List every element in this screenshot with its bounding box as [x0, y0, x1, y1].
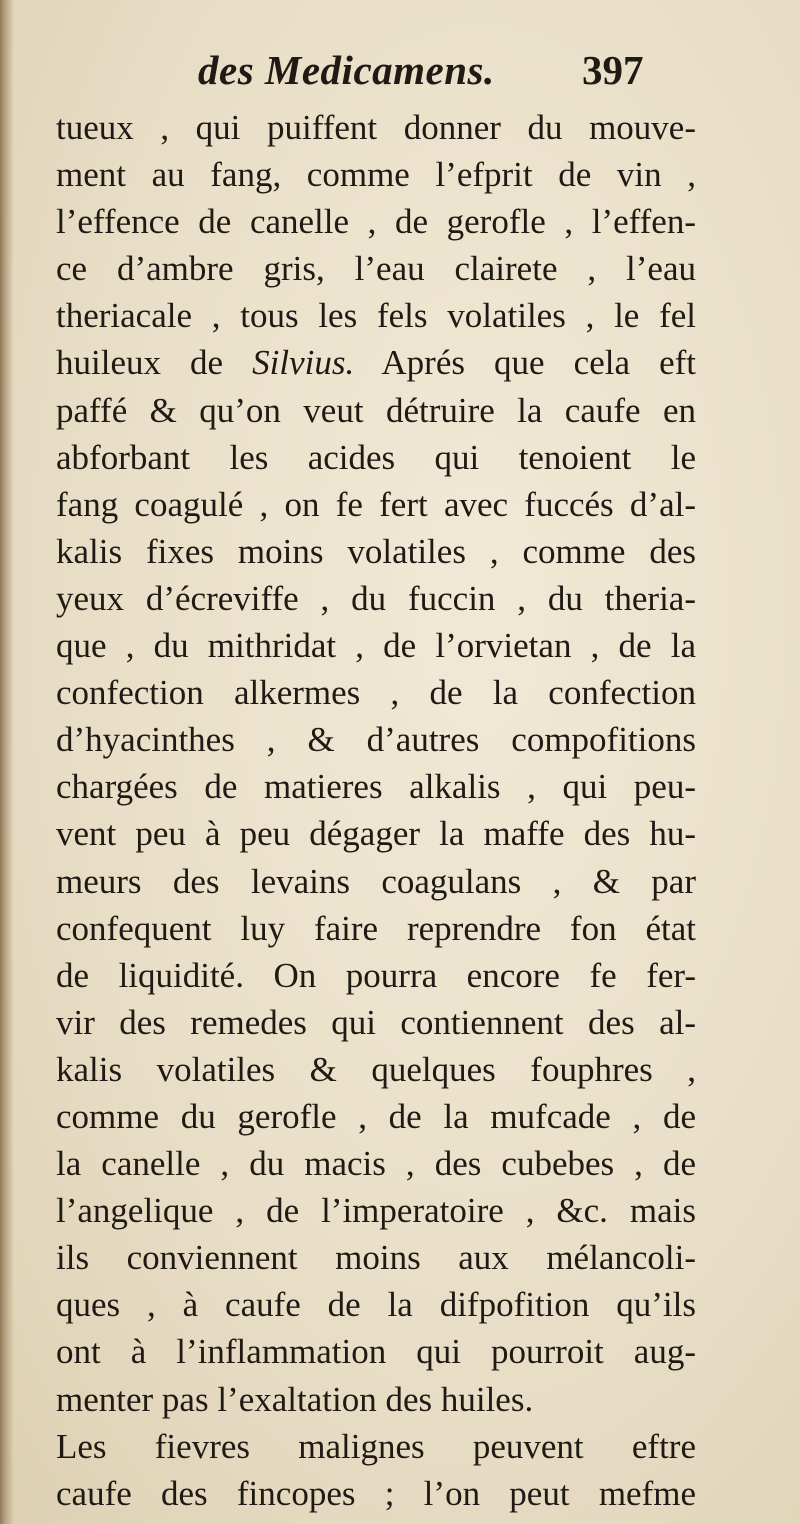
- text-line: l’effence de canelle , de gerofle , l’effen-: [56, 202, 696, 242]
- gutter-shadow: [0, 0, 14, 1524]
- text-line: ment au fang, comme l’efprit de vin ,: [56, 155, 696, 195]
- italic-name: Silvius.: [252, 343, 355, 383]
- text-line: ont à l’inflammation qui pourroit aug-: [56, 1332, 696, 1372]
- page-number: 397: [582, 47, 644, 93]
- text-line: Les fievres malignes peuvent eftre: [56, 1426, 696, 1466]
- text-line: la canelle , du macis , des cubebes , de: [56, 1144, 696, 1184]
- text-line: caufe des fincopes ; l’on peut mefme: [56, 1473, 696, 1513]
- text-line: que , du mithridat , de l’orvietan , de la: [56, 626, 696, 666]
- text-line: menter pas l’exaltation des huiles.: [56, 1379, 534, 1419]
- text-line-segment: Aprés que cela eft: [354, 343, 696, 383]
- text-line: meurs des levains coagulans , & par: [56, 861, 696, 901]
- text-line: tueux , qui puiffent donner du mouve-: [56, 108, 696, 147]
- text-line: fang coagulé , on fe fert avec fuccés d’al-: [56, 484, 696, 524]
- text-line: vir des remedes qui contiennent des al-: [56, 1002, 696, 1042]
- text-line: confection alkermes , de la confection: [56, 673, 696, 713]
- text-line: [56, 339, 696, 386]
- text-line: paffé & qu’on veut détruire la caufe en: [56, 390, 696, 430]
- text-line: abforbant les acides qui tenoient le: [56, 437, 696, 477]
- body-text: [56, 104, 696, 1517]
- text-line: l’angelique , de l’imperatoire , &c. mais: [56, 1191, 696, 1231]
- text-line: chargées de matieres alkalis , qui peu-: [56, 767, 696, 807]
- text-line: ques , à caufe de la difpofition qu’ils: [56, 1285, 696, 1325]
- text-line-segment: huileux de: [56, 343, 253, 383]
- text-line: yeux d’écreviffe , du fuccin , du theria-: [56, 578, 696, 618]
- text-line: de liquidité. On pourra encore fe fer-: [56, 955, 696, 995]
- text-line: comme du gerofle , de la mufcade , de: [56, 1096, 696, 1136]
- running-head: [0, 46, 800, 106]
- text-line: d’hyacinthes , & d’autres compofitions: [56, 720, 696, 760]
- text-line: kalis fixes moins volatiles , comme des: [56, 531, 696, 571]
- text-line: ils conviennent moins aux mélancoli-: [56, 1238, 696, 1278]
- text-line: vent peu à peu dégager la maffe des hu-: [56, 814, 696, 854]
- text-line: kalis volatiles & quelques fouphres ,: [56, 1049, 696, 1089]
- running-head-title: des Medicamens.: [198, 47, 495, 93]
- text-line: ce d’ambre gris, l’eau clairete , l’eau: [56, 249, 696, 289]
- text-line: theriacale , tous les fels volatiles , le fel: [56, 296, 696, 336]
- text-line: confequent luy faire reprendre fon état: [56, 908, 696, 948]
